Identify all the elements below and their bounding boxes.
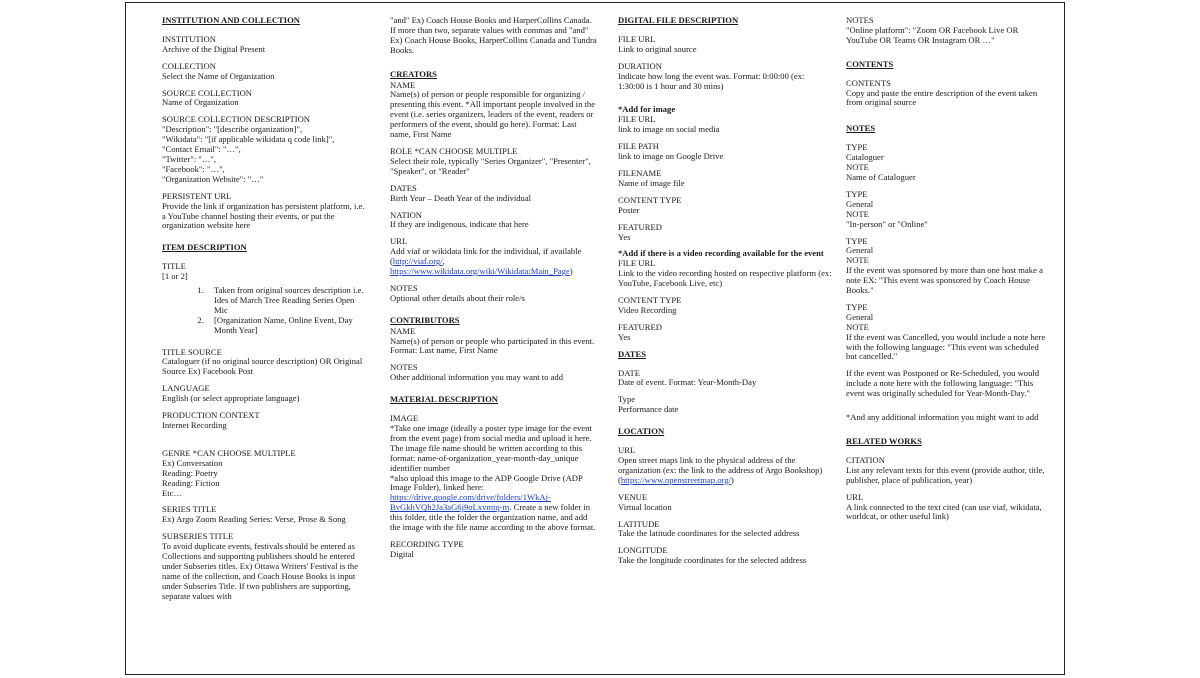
field-label: CONTENTS [846,77,891,88]
field-label: SOURCE COLLECTION DESCRIPTION [162,114,311,125]
field-value: Poster [618,204,640,215]
field-value: Name(s) of person or people responsible for organizing / presenting this event. *All important people involved in the event (i.e. series organizers, leaders of the event, readers or performers of the event, should go here). Format: Last name, First Name [390,89,596,140]
field-creator-name [390,81,598,140]
note-value: Name of Cataloguer [846,171,916,182]
field-video-content-type [618,296,832,316]
section-heading-digital-file: DIGITAL FILE DESCRIPTION [618,15,739,25]
field-value: Name(s) of person or people who participated in this event. Format: Last name, First Name [390,335,595,356]
field-label: NATION [390,209,422,220]
add-if-video-note: *Add if there is a video recording available for the event [618,248,824,259]
field-file-path [618,142,832,162]
field-value: Archive of the Digital Present [162,43,266,54]
field-label: COLLECTION [162,60,216,71]
note-value: "In-person" or "Online" [846,218,928,229]
field-value: "Online platform": "Zoom OR Facebook Live OR YouTube OR Teams OR Instagram OR …" [846,24,1019,45]
field-value: Date of event. Format: Year-Month-Day [618,377,757,388]
list-item: 2. [Organization Name, Online Event, Day Month Year] [206,316,368,336]
note-entry-sponsor [846,237,1046,296]
field-value: link to image on social media [618,124,720,135]
field-value: Performance date [618,404,679,415]
field-label: VENUE [618,491,648,502]
field-value: Name of image file [618,177,685,188]
field-label: FILE URL [618,114,656,125]
field-longitude [618,546,832,566]
section-heading-creators: CREATORS [390,68,437,79]
section-heading-location: LOCATION [618,426,665,437]
section-heading-item-description: ITEM DESCRIPTION [162,242,247,253]
field-title-source [162,348,368,378]
type-value: General [846,198,874,209]
section-heading-contributors: CONTRIBUTORS [390,314,460,325]
field-date [618,369,832,389]
field-subseries-title [162,532,368,601]
field-label: PRODUCTION CONTEXT [162,410,260,421]
field-value: "Description": "[describe organization]", "Wikidata": "[if applicable wikidata q code link]", "Contact Email": "…", "Twitter": "…", "Facebook": "…", "Organization Website": "…" [162,124,335,184]
field-recording-type [390,540,598,560]
field-value: Provide the link if organization has persistent platform, i.e. a YouTube channel hosting their events, or put the organization website here [162,200,365,231]
field-value: Link to the video recording hosted on respective platform (ex: YouTube, Facebook Live, etc) [618,268,832,289]
note-entry-cataloguer [846,143,1046,183]
field-label: FILE PATH [618,141,659,152]
field-image [390,414,598,533]
additional-info-note: *And any additional information you might want to add [846,412,1039,423]
field-latitude [618,520,832,540]
type-value: General [846,245,874,256]
url-end: ) [569,266,573,277]
document-page [125,2,1065,675]
section-heading-institution: INSTITUTION AND COLLECTION [162,15,301,25]
field-value: Virtual location [618,501,672,512]
note-entry-format [846,190,1046,230]
field-label: IMAGE [390,413,419,424]
field-title [162,262,368,335]
field-url [390,237,598,277]
field-label: URL [618,445,636,456]
field-value: Cataloguer (if no original source description) OR Original Source Ex) Facebook Post [162,356,363,377]
note-entry-cancelled [846,303,1046,362]
field-value: Copy and paste the entire description of the event taken from original source [846,87,1038,108]
field-label: CONTENT TYPE [618,194,682,205]
field-value: Select the Name of Organization [162,70,275,81]
field-label: INSTITUTION [162,33,216,44]
field-value: Digital [390,548,414,559]
field-value: Take the latitude coordinates for the selected address [618,528,800,539]
add-for-image-note: *Add for image [618,104,676,115]
section-heading-contents: CONTENTS [846,58,894,69]
field-value: Ex) Conversation Reading: Poetry Reading: Fiction Etc… [162,457,223,498]
field-label: FILE URL [618,258,656,269]
note-label: NOTE [846,162,869,173]
field-label: CITATION [846,454,885,465]
field-label: RECORDING TYPE [390,538,464,549]
field-value: Link to original source [618,43,697,54]
field-value [618,456,832,486]
field-label: TITLE SOURCE [162,346,222,357]
field-genre [162,449,368,499]
field-value: To avoid duplicate events, festivals should be entered as Collections and supporting publishers should be entered under Subseries titles. Ex) Ottawa Writers' Festival is the name of the collection, and Coach House Books is input under Subseries Title. If two publishers are supporting, separate values with [162,541,359,601]
field-label: Type [618,394,636,405]
field-production-context [162,411,368,431]
field-persistent-url [162,192,368,232]
location-url-end: ) [730,474,734,485]
note-value: If the event was Cancelled, you would include a note here with the following language: "This event was scheduled but cancelled." [846,331,1046,362]
field-value: Video Recording [618,304,677,315]
field-value: Internet Recording [162,420,227,430]
field-label: NAME [390,325,416,336]
field-value: Indicate how long the event was. Format: 0:00:00 (ex: 1:30:00 is 1 hour and 30 mins) [618,70,805,91]
type-label: TYPE [846,188,868,199]
field-label: ROLE *CAN CHOOSE MULTIPLE [390,145,518,156]
field-series-title [162,505,368,525]
field-value: Optional other details about their role/s [390,292,525,303]
field-value: English (or select appropriate language) [162,393,300,404]
continued-text: "and" Ex) Coach House Books and HarperCollins Canada. If more than two, separate values with commas and "and" Ex) Coach House Books, HarperCollins Canada and Tundra Books. [390,15,597,55]
field-value: Select their role, typically "Series Organizer", "Presenter", "Speaker", or "Reader" [390,155,591,176]
field-label: LONGITUDE [618,545,668,556]
field-institution [162,35,368,55]
field-label: DATE [618,367,640,378]
field-notes [390,284,598,304]
field-value: Take the longitude coordinates for the selected address [618,555,807,566]
field-citation [846,456,1046,486]
note-label: NOTE [846,255,869,266]
type-value: General [846,311,874,322]
field-label: FILE URL [618,33,656,44]
field-value: Name of Organization [162,97,239,108]
field-featured [618,223,832,243]
field-location-url [618,446,832,486]
field-dates [390,184,598,204]
field-value: Yes [618,331,631,342]
note-label: NOTE [846,208,869,219]
field-contributor-name [390,327,598,357]
note-label: NOTE [846,321,869,332]
field-source-collection [162,89,368,109]
field-nation [390,211,598,231]
column-3 [618,16,832,573]
field-label: LANGUAGE [162,383,210,394]
field-label: NOTES [846,15,874,25]
field-collection [162,62,368,82]
field-value [390,247,598,277]
field-source-collection-description [162,115,368,184]
field-image-file-url [618,115,832,135]
field-video-file-url [618,259,832,289]
field-label: DURATION [618,60,662,71]
google-drive-link[interactable]: https://drive.google.com/drive/folders/1WkAj-BvGkhVQh2Ja3aG6j9oLxvmtq-m [390,492,551,513]
location-url-text: Open street maps link to the physical address of the organization (ex: the link to the address of Argo Bookshop) ( [618,455,823,485]
field-label: CONTENT TYPE [618,295,682,306]
field-file-url [618,35,832,55]
field-label: SUBSERIES TITLE [162,531,234,542]
field-value: link to image on Google Drive [618,151,724,162]
field-value [390,424,598,533]
type-label: TYPE [846,142,868,153]
field-label: FEATURED [618,221,662,232]
postponed-note: If the event was Postponed or Re-Scheduled, you would include a note here with the following language: "This event was originally scheduled for Year-Month-Day." [846,368,1040,399]
image-instructions: *Take one image (ideally a poster type image for the event from the event page) from social media and upload it here. The image file name should be written according to this format: name-of-organization_year-month-day_unique identifier number *also upload this image to the ADP Google Drive (ADP Image Folder), linked here: [390,423,592,493]
field-value: If they are indigenous, indicate that here [390,219,529,230]
type-label: TYPE [846,235,868,246]
field-value: A link connected to the text cited (can use viaf, wikidata, worldcat, or other useful link) [846,501,1042,522]
field-label: GENRE *CAN CHOOSE MULTIPLE [162,447,296,458]
field-video-featured [618,323,832,343]
section-heading-notes: NOTES [846,123,876,134]
column-2 [390,16,598,567]
field-related-url [846,493,1046,523]
viaf-link[interactable]: http://viaf.org/ [392,256,443,267]
field-contents [846,79,1046,109]
section-heading-material-description: MATERIAL DESCRIPTION [390,394,498,405]
field-value: Ex) Argo Zoom Reading Series: Verse, Prose & Song [162,514,346,525]
field-label: NAME [390,79,416,90]
note-value: If the event was sponsored by more than one host make a note EX: "This event was sponsored by Coach House Books." [846,265,1043,296]
field-label: SOURCE COLLECTION [162,87,252,98]
image-instructions-continued: . Create a new folder in this folder, title the folder the organization name, and add the image with the file name according to the above format. [390,502,596,533]
column-1 [162,16,368,609]
field-value: Other additional information you may want to add [390,372,564,383]
column-4 [846,16,1046,529]
section-heading-dates: DATES [618,348,647,359]
field-language [162,384,368,404]
field-label: LATITUDE [618,518,660,529]
wikidata-link[interactable]: https://www.wikidata.org/wiki/Wikidata:Main_Page [390,266,570,277]
list-item: 1. Taken from original sources description i.e. Ides of March Tree Reading Series Open Mic [206,286,368,316]
field-label: SERIES TITLE [162,504,217,515]
openstreetmap-link[interactable]: https://www.openstreetmap.org/ [620,474,731,485]
field-value: List any relevant texts for this event (provide author, title, publisher, place of publication, year) [846,464,1045,485]
title-options-list [162,286,368,336]
field-label: TITLE [162,261,186,272]
field-venue [618,493,832,513]
field-label: URL [846,491,864,502]
field-label: NOTES [390,282,418,293]
url-separator: , [442,256,445,267]
field-label: FILENAME [618,167,662,178]
field-label: FEATURED [618,321,662,332]
type-label: TYPE [846,301,868,312]
field-value: [1 or 2] [162,271,188,282]
field-content-type [618,196,832,216]
field-type [618,395,832,415]
field-label: NOTES [390,362,418,373]
section-heading-related-works: RELATED WORKS [846,436,922,446]
field-label: PERSISTENT URL [162,190,232,201]
field-duration [618,62,832,92]
url-text: Add viaf or wikidata link for the individual, if available ( [390,246,582,267]
field-label: URL [390,236,408,247]
field-filename [618,169,832,189]
field-label: DATES [390,182,417,193]
field-notes-online-platform [846,16,1046,46]
field-value: Yes [618,231,631,242]
field-contributor-notes [390,363,598,383]
field-role [390,147,598,177]
type-value: Cataloguer [846,152,884,163]
field-value: Birth Year – Death Year of the individual [390,192,532,203]
